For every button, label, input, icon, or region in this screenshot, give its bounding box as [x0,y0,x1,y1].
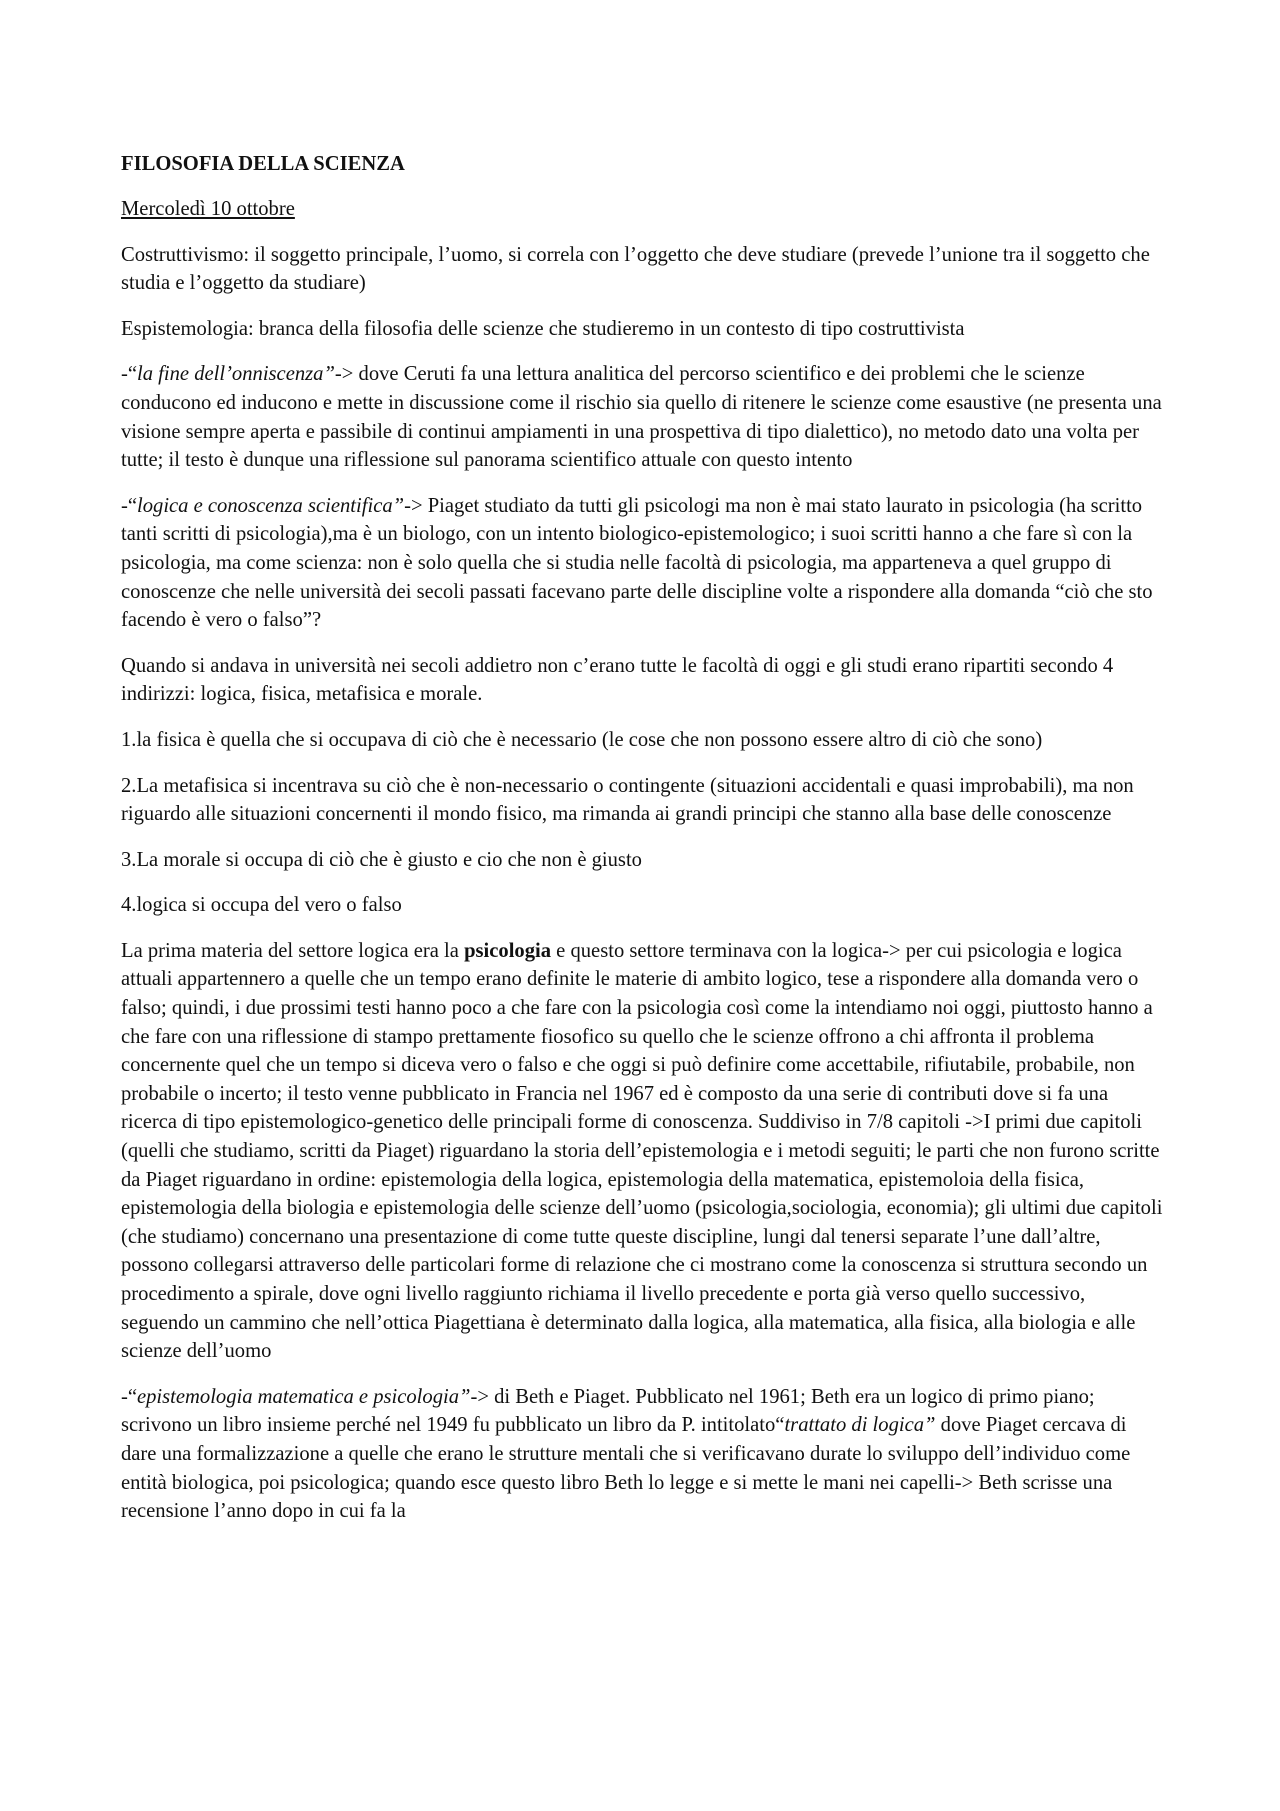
paragraph-costruttivismo: Costruttivismo: il soggetto principale, l’uomo, si correla con l’oggetto che deve studiare (prevede l’unione tra il soggetto che studia e l’oggetto da studiare) [121,243,1150,295]
book-title-ceruti: la fine dell’onniscenza” [137,363,335,386]
paragraph-ceruti [121,360,1166,474]
paragraph-beth-piaget: -“epistemologia matematica e psicologia”-> di Beth e Piaget. Pubblicato nel 1961; Beth era un logico di primo piano; scrivono un libro insieme perché nel 1949 fu pubblicato un libro da P. intitolato“trattato di logica” dove Piaget cercava di dare una formalizzazione a quelle che erano le strutture mentali che si verificavano durate lo sviluppo dell’individuo come entità biologica, poi psicologica; quando esce questo libro Beth lo legge e si mette le mani nei capelli-> Beth scrisse una recensione l’anno dopo in cui fa la [121,1385,1131,1523]
quote-open: -“ [121,363,137,386]
paragraph-universita: Quando si andava in università nei secoli addietro non c’erano tutte le facoltà di oggi e gli studi erano ripartiti secondo 4 indirizzi: logica, fisica, metafisica e morale. [121,654,1114,706]
list-item-logica: 4.logica si occupa del vero o falso [121,894,402,917]
book-title-trattato: trattato di logica” [784,1414,936,1437]
paragraph-piaget-logica [121,492,1166,635]
bold-term-psicologia: psicologia [464,939,552,962]
list-item-fisica: 1.la fisica è quella che si occupava di ciò che è necessario (le cose che non possono essere altro di ciò che sono) [121,728,1043,751]
book-title-logica: logica e conoscenza scientifica” [137,494,405,517]
paragraph-text: -> Piaget studiato da tutti gli psicologi ma non è mai stato laurato in psicologia (ha scritto tanti scritti di psicologia),ma è un biologo, con un intento biologico-epistemologico; i suoi scritti hanno a che fare sì con la psicologia, ma come scienza: non è solo quella che si studia nelle facoltà di psicologia, ma apparteneva a quel gruppo di conoscenze che nelle università dei secoli passati facevano parte delle discipline volte a rispondere alla domanda “ciò che sto facendo è vero o falso”? [121,494,1153,632]
quote-open: -“ [121,1385,137,1408]
list-item-metafisica: 2.La metafisica si incentrava su ciò che è non-necessario o contingente (situazioni accidentali e quasi improbabili), ma non riguardo alle situazioni concernenti il mondo fisico, ma rimanda ai grandi principi che stanno alla base delle conoscenze [121,774,1134,826]
book-title-epistemologia: epistemologia matematica e psicologia” [137,1385,471,1408]
document-title: FILOSOFIA DELLA SCIENZA [121,153,405,175]
quote-open: -“ [121,494,137,517]
lecture-date: Mercoledì 10 ottobre [121,198,295,220]
paragraph-text: -> dove Ceruti fa una lettura analitica del percorso scientifico e dei problemi che le scienze conducono ed inducono e mette in discussione come il rischio sia quello di ritenere le scienze come esaustive (ne presenta una visione sempre aperta e passibile di continui ampiamenti in una prospettiva di tipo dialettico), no metodo dato una volta per tutte; il testo è dunque una riflessione sul panorama scientifico attuale con questo intento [121,363,1162,472]
paragraph-epistemologia: Espistemologia: branca della filosofia delle scienze che studieremo in un contesto di tipo costruttivista [121,317,965,340]
document-body [121,150,1166,1543]
list-item-morale: 3.La morale si occupa di ciò che è giusto e cio che non è giusto [121,848,642,871]
paragraph-psicologia: La prima materia del settore logica era la psicologia e questo settore terminava con la logica-> per cui psicologia e logica attuali appartennero a quelle che un tempo erano definite le materie di ambito logico, tese a rispondere alla domanda vero o falso; quindi, i due prossimi testi hanno poco a che fare con la psicologia così come la intendiamo noi oggi, piuttosto hanno a che fare con una riflessione di stampo prettamente fiosofico su quello che le scienze offrono a chi affronta il problema concernente quel che un tempo si diceva vero o falso e che oggi si può definire come accettabile, rifiutabile, probabile, non probabile o incerto; il testo venne pubblicato in Francia nel 1967 ed è composto da una serie di contributi dove si fa una ricerca di tipo epistemologico-genetico delle principali forme di conoscenza. Suddiviso in 7/8 capitoli ->I primi due capitoli (quelli che studiamo, scritti da Piaget) riguardano la storia dell’epistemologia e i metodi seguiti; le parti che non furono scritte da Piaget riguardano in ordine: epistemologia della logica, epistemologia della matematica, epistemoloia della fisica, epistemologia della biologia e epistemologia delle scienze dell’uomo (psicologia,sociologia, economia); gli ultimi due capitoli (che studiamo) concernano una presentazione di come tutte queste discipline, lungi dal tenersi separate l’une dall’altre, possono collegarsi attraverso delle particolari forme di relazione che ci mostrano come la conoscenza si struttura secondo un procedimento a spirale, dove ogni livello raggiunto richiama il livello precedente e porta già verso quello successivo, seguendo un cammino che nell’ottica Piagettiana è determinato dalla logica, alla matematica, alla fisica, alla biologia e alle scienze dell’uomo [121,939,1163,1363]
